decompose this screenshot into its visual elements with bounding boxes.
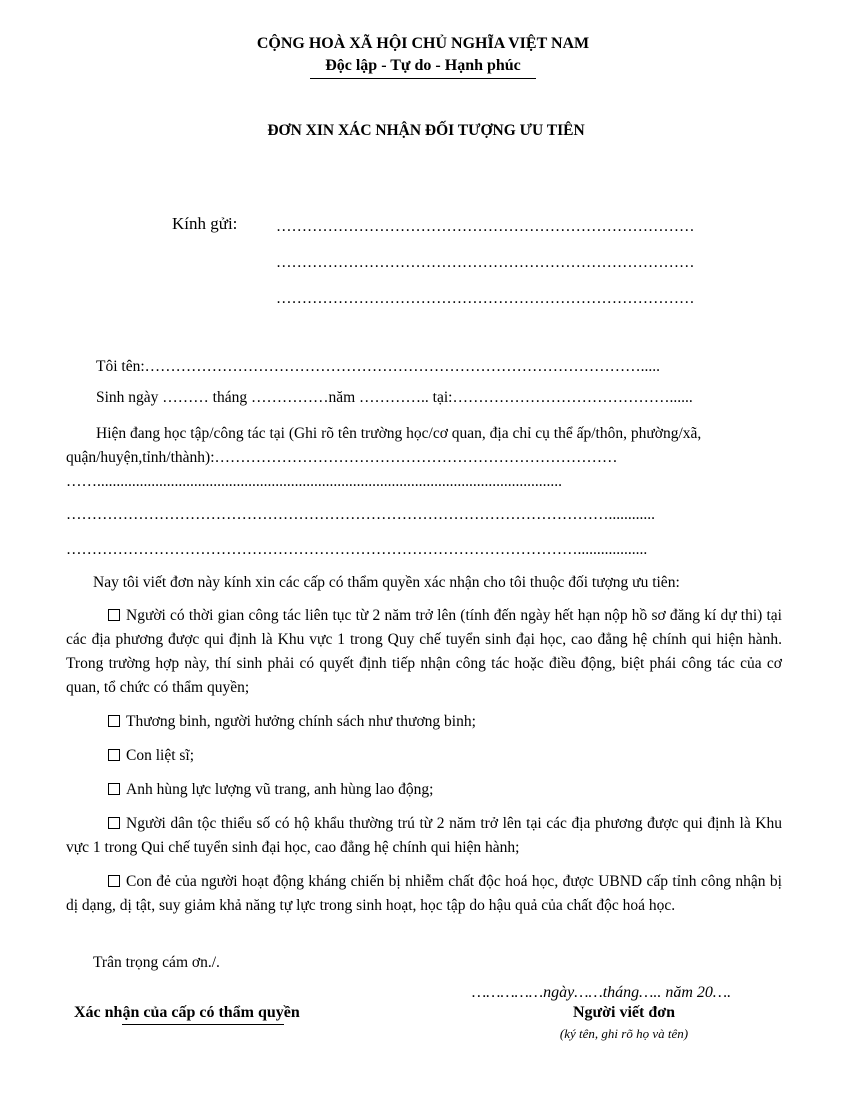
option-item [66,812,782,860]
recipient-line-2[interactable]: ……………………………………………………………………… [276,254,695,271]
option-text: Người dân tộc thiểu số có hộ khẩu thường trú từ 2 năm trở lên tại các địa phương được qui định là Khu vực 1 trong Qui chế tuyển sinh đại học, cao đẳng hệ chính qui hiện hành; [66,815,782,856]
request-intro: Nay tôi viết đơn này kính xin các cấp có thẩm quyền xác nhận cho tôi thuộc đối tượng ưu tiên: [93,574,680,591]
option-text: Người có thời gian công tác liên tục từ 2 năm trở lên (tính đến ngày hết hạn nộp hồ sơ đăng kí dự thi) tại các địa phương được qui định là Khu vực 1 trong Quy chế tuyển sinh đại học, cao đẳng hệ chính qui hiện hành. Trong trường hợp này, thí sinh phải có quyết định tiếp nhận công tác hoặc điều động, biệt phái công tác của cơ quan, tổ chức có thẩm quyền; [66,607,782,696]
checkbox[interactable] [108,783,120,795]
blank-line-1[interactable]: ……........................................................................................................................ [66,473,562,490]
recipient-line-1[interactable]: ……………………………………………………………………… [276,218,695,235]
work-line-2[interactable]: quận/huyện,tỉnh/thành):…………………………………………………………………… [66,449,618,466]
recipient-label: Kính gửi: [172,214,238,233]
confirm-underline [122,1024,284,1025]
option-text: Con đẻ của người hoạt động kháng chiến bị nhiễm chất độc hoá học, được UBND cấp tỉnh công nhận bị dị dạng, dị tật, suy giảm khả năng tự lực trong sinh hoạt, học tập do hậu quả của chất độc hoá học. [66,873,782,914]
national-title: CỘNG HOÀ XÃ HỘI CHỦ NGHĨA VIỆT NAM [256,35,590,52]
motto-underline [310,78,536,79]
checkbox[interactable] [108,817,120,829]
checkbox[interactable] [108,609,120,621]
option-item [66,744,782,768]
motto: Độc lập - Tự do - Hạnh phúc [325,57,521,74]
blank-line-3[interactable]: ……………………………………………………………………………………….................. [66,541,648,558]
option-item [66,604,782,700]
writer-note: (ký tên, ghi rõ họ và tên) [559,1026,689,1041]
writer-label: Người viết đơn [573,1004,675,1021]
option-item [66,870,782,918]
option-text: Con liệt sĩ; [126,747,195,764]
confirm-label: Xác nhận của cấp có thẩm quyền [74,1004,300,1021]
closing-text: Trân trọng cám ơn./. [93,954,220,971]
blank-line-2[interactable]: ……………………………………………………………………………………………............ [66,506,655,523]
recipient-line-3[interactable]: ……………………………………………………………………… [276,290,695,307]
birth-line[interactable]: Sinh ngày ……… tháng ……………năm ………….. tại:……………………………………...... [96,389,693,406]
checkbox[interactable] [108,715,120,727]
checkbox[interactable] [108,749,120,761]
checkbox[interactable] [108,875,120,887]
option-item [66,778,782,802]
work-line-1: Hiện đang học tập/công tác tại (Ghi rõ tên trường học/cơ quan, địa chỉ cụ thể ấp/thôn, phường/xã, [96,425,702,442]
option-item [66,710,782,734]
name-line[interactable]: Tôi tên:……………………………………………………………………………………..... [96,358,661,375]
option-text: Thương binh, người hưởng chính sách như thương binh; [126,713,476,730]
date-line[interactable]: ……………ngày……tháng….. năm 20…. [472,984,732,1001]
form-title: ĐƠN XIN XÁC NHẬN ĐỐI TƯỢNG ƯU TIÊN [267,122,585,139]
option-text: Anh hùng lực lượng vũ trang, anh hùng lao động; [126,781,434,798]
